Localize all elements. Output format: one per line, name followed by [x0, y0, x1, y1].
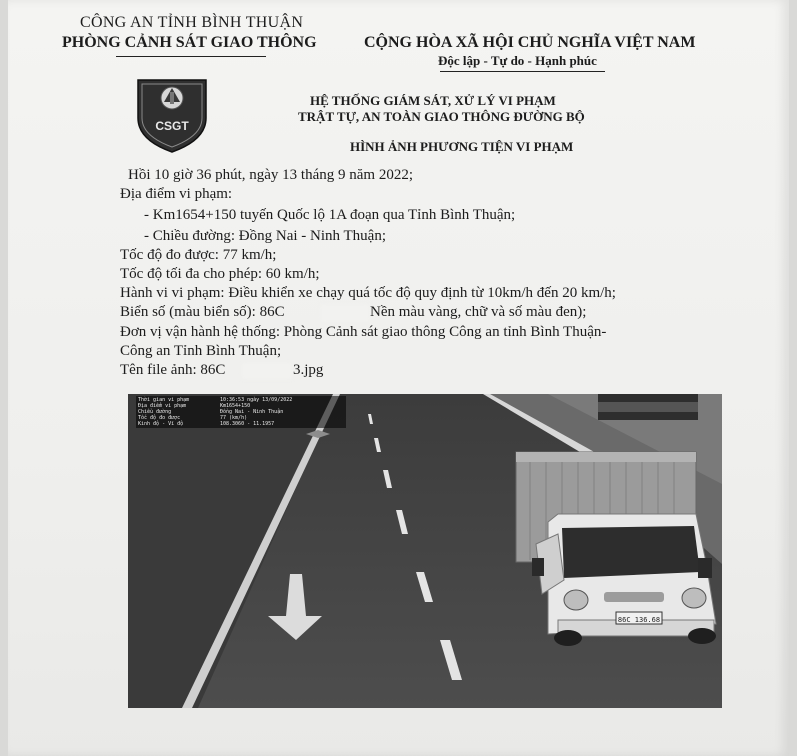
file-name-suffix: 3.jpg — [293, 362, 324, 378]
road-scene — [128, 394, 722, 708]
logo-text: CSGT — [155, 119, 189, 133]
overlay-row: Thời gian vi phạm 10:36:53 ngày 13/09/2022 — [138, 397, 293, 403]
agency-line-2: PHÒNG CẢNH SÁT GIAO THÔNG — [62, 34, 317, 51]
file-name-redaction — [242, 363, 292, 379]
truck-plate: 86C 136.68 — [617, 616, 661, 624]
location-label: Địa điểm vi phạm: — [120, 186, 233, 202]
operator-line-2: Công an Tỉnh Bình Thuận; — [120, 343, 282, 359]
violation-photo — [128, 394, 722, 708]
file-name-prefix: Tên file ảnh: 86C — [120, 362, 226, 378]
system-title-1: HỆ THỐNG GIÁM SÁT, XỬ LÝ VI PHẠM — [310, 93, 556, 108]
nation-title: CỘNG HÒA XÃ HỘI CHỦ NGHĨA VIỆT NAM — [364, 34, 696, 51]
system-title-2: TRẬT TỰ, AN TOÀN GIAO THÔNG ĐƯỜNG BỘ — [298, 109, 585, 124]
max-speed: Tốc độ tối đa cho phép: 60 km/h; — [120, 266, 320, 282]
location-direction: - Chiều đường: Đồng Nai - Ninh Thuận; — [144, 228, 387, 244]
nation-motto: Độc lập - Tự do - Hạnh phúc — [438, 53, 597, 68]
overlay-row: Tốc độ đo được 77 (km/h) — [138, 415, 248, 421]
document-page — [8, 0, 789, 756]
overlay-row: Chiều đường Đồng Nai - Ninh Thuận — [138, 409, 284, 415]
plate-color-description: Nền màu vàng, chữ và số màu đen); — [370, 304, 587, 320]
agency-line-1: CÔNG AN TỈNH BÌNH THUẬN — [80, 14, 304, 31]
measured-speed: Tốc độ đo được: 77 km/h; — [120, 247, 277, 263]
plate-number-prefix: Biển số (màu biển số): 86C — [120, 304, 285, 320]
image-section-title: HÌNH ẢNH PHƯƠNG TIỆN VI PHẠM — [350, 139, 574, 154]
violation-time: Hồi 10 giờ 36 phút, ngày 13 tháng 9 năm 2022; — [128, 167, 413, 183]
camera-info-overlay — [136, 396, 346, 428]
violation-behavior: Hành vi vi phạm: Điều khiển xe chạy quá tốc độ quy định từ 10km/h đến 20 km/h; — [120, 285, 616, 301]
plate-redaction — [321, 305, 369, 321]
location-road: - Km1654+150 tuyến Quốc lộ 1A đoạn qua Tỉnh Bình Thuận; — [144, 207, 516, 223]
operator-line-1: Đơn vị vận hành hệ thống: Phòng Cảnh sát giao thông Công an tỉnh Bình Thuận- — [120, 324, 607, 340]
overlay-row: Kinh độ - Vĩ độ 108.3060 - 11.1957 — [138, 421, 275, 427]
csgt-shield-logo — [134, 74, 210, 154]
overlay-row: Địa điểm vi phạm Km1654+150 — [138, 403, 251, 409]
agency-underline — [116, 56, 266, 57]
motto-underline — [440, 71, 605, 72]
